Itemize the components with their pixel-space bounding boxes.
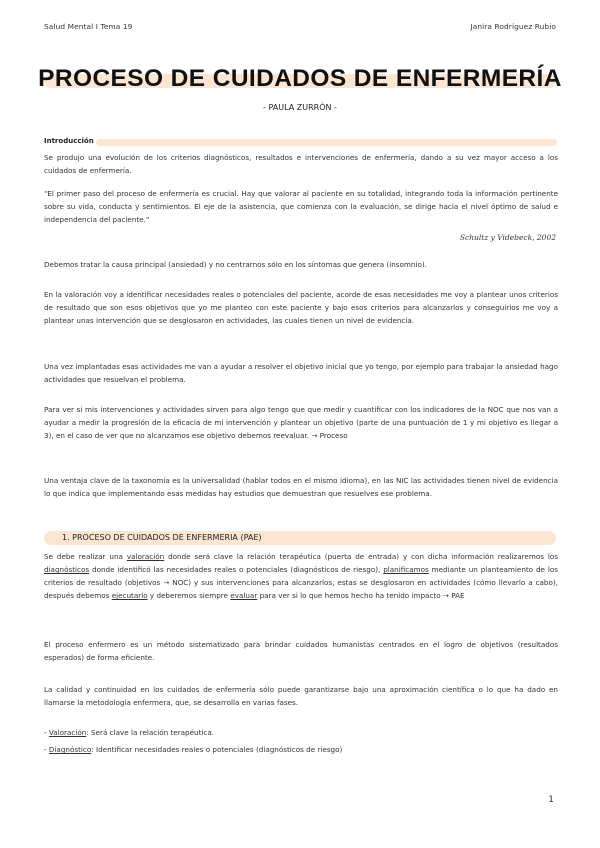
header-right: Janira Rodríguez Rubio (470, 22, 556, 31)
intro-paragraph-1: Se produjo una evolución de los criterios diagnósticos, resultados e intervenciones de enfermería, dando a su vez mayor acceso a los cuidados de enfermería. (44, 153, 558, 175)
bullet-diagnostico: - Diagnóstico: Identificar necesidades reales o potenciales (diagnósticos de riesgo) (44, 745, 343, 754)
page-number: 1 (548, 795, 554, 805)
intro-paragraph-2: Debemos tratar la causa principal (ansiedad) y no centrarnos sólo en los síntomas que genera (insomnio). (44, 260, 427, 269)
intro-heading-bar (44, 137, 556, 147)
intro-paragraph-6: Una ventaja clave de la taxonomía es la universalidad (hablar todos en el mismo idioma), en las NIC las actividades tienen nivel de evidencia lo que indica que implementando esas medidas hay estudios que demuestran que resuelves ese problema. (44, 476, 558, 498)
intro-paragraph-3: En la valoración voy a identificar necesidades reales o potenciales del paciente, acorde de esas necesidades me voy a plantear unos criterios de resultado que son esos objetivos que yo me planteo con este paciente y bajo esos criterios para alcanzarlos y conseguirlos me voy a plantear unas intervención que se desglosaron en actividades, las cuales tienen un nivel de evidencia. (44, 290, 558, 325)
page-title: PROCESO DE CUIDADOS DE ENFERMERÍA (38, 65, 562, 92)
section-1-paragraph-3: La calidad y continuidad en los cuidados de enfermería sólo puede garantizarse bajo una aproximación científica o lo que ha dado en llamarse la metodología enfermera, que, se desarrolla en varias fases. (44, 685, 558, 707)
intro-quote: "El primer paso del proceso de enfermería es crucial. Hay que valorar al paciente en su totalidad, integrando toda la información pertinente sobre su vida, conducta y sentimientos. El eje de la asistencia, que comienza con la evaluación, se dirige hacia el nivel óptimo de salud e independencia del paciente." (44, 189, 558, 224)
term-valoracion: valoración (126, 552, 165, 561)
page-subtitle: - PAULA ZURRÓN - (263, 103, 337, 112)
intro-paragraph-5: Para ver si mis intervenciones y actividades sirven para algo tengo que que medir y cuantificar con los indicadores de la NOC que nos van a ayudar a medir la progresión de la eficacia de mi intervención y plantear un objetivo (parte de una puntuación de 1 y mi objetivo es llegar a 3), en el caso de ver que no alcanzamos ese objetivo debemos reevaluar. → Proceso (44, 405, 558, 440)
section-1-paragraph-1: Se debe realizar una valoración donde será clave la relación terapéutica (puerta de entrada) y con dicha información realizaremos los diagnósticos donde identificó las necesidades reales o potenciales (diagnósticos de riesgo), planificamos mediante un planteamiento de los criterios de resultado (objetivos → NOC) y sus intervenciones para alcanzarlos, estas se desglosaron en actividades (cómo llevarlo a cabo), después debemos ejecutarlo y deberemos siempre evaluar para ver si lo que hemos hecho ha tenido impacto → PAE (44, 552, 559, 600)
intro-paragraph-4: Una vez implantadas esas actividades me van a ayudar a resolver el objetivo inicial que yo tengo, por ejemplo para trabajar la ansiedad hago actividades que resuelvan el problema. (44, 362, 558, 384)
bullet-valoracion: - Valoración: Será clave la relación terapéutica. (44, 728, 215, 737)
term-diagnosticos: diagnósticos (44, 565, 90, 574)
intro-heading: Introducción (44, 137, 94, 145)
intro-highlight (96, 139, 557, 146)
term-planificamos: planificamos (383, 565, 429, 574)
header-left: Salud Mental I Tema 19 (44, 22, 133, 31)
section-1-paragraph-2: El proceso enfermero es un método sistematizado para brindar cuidados humanistas centrados en el logro de objetivos (resultados esperados) de forma eficiente. (44, 640, 558, 662)
quote-citation: Schultz y Videbeck, 2002 (459, 233, 556, 242)
term-ejecutarlo: ejecutarlo (111, 591, 148, 600)
section-1-heading: 1. PROCESO DE CUIDADOS DE ENFERMERIA (PAE) (62, 533, 262, 542)
section-1-heading-bar (44, 531, 556, 545)
term-evaluar: evaluar (230, 591, 258, 600)
